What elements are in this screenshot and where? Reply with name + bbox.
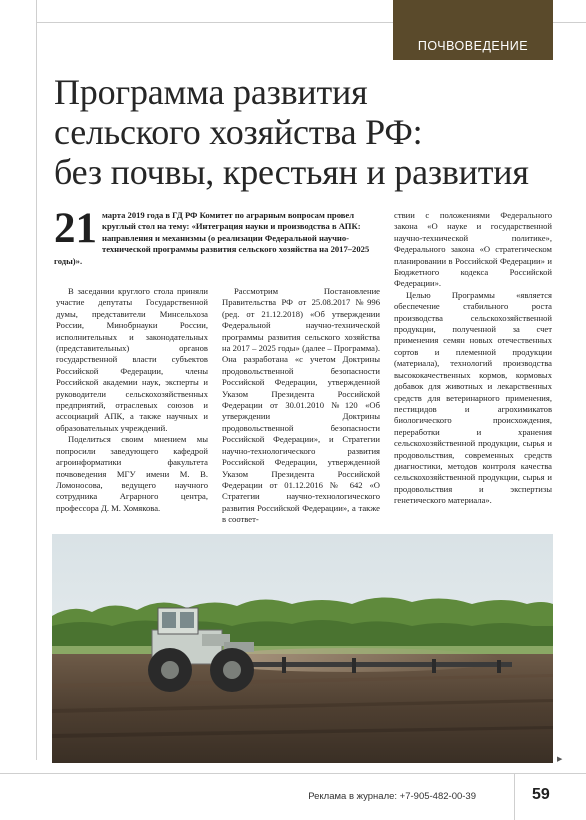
- section-label: ПОЧВОВЕДЕНИЕ: [417, 39, 529, 53]
- paragraph: ствии с положениями Федерального закона «О науке и государственной научно-технической политике», Федерального закона «О стратегическом планировании в Российской Федерации» и Бюджетного кодекса Российской Федерации».: [394, 210, 552, 289]
- text-column-3: [394, 210, 552, 507]
- photo-illustration: [52, 534, 553, 763]
- left-margin-line: [36, 0, 37, 760]
- continue-arrow-icon: ▶: [557, 755, 563, 763]
- title-line-2: сельского хозяйства РФ:: [54, 112, 423, 152]
- article-title: [54, 72, 564, 192]
- page-number: 59: [532, 786, 550, 803]
- paragraph: Целью Программы «является обеспечение стабильного роста производства сельскохозяйственной продукции, полученной за счет применения семян новых отечественных сортов и племенной продукции (материала), технологий производства высококачественных кормов, кормовых добавок для животных и лекарственных средств для ветеринарного применения, пестицидов и агрохимикатов биологического происхождения, переработки и хранения сельскохозяйственной продукции, сырья и продовольствия, современных средств диагностики, методов контроля качества сельскохозяйственной продукции, сырья и продовольствия и экспертизы генетического материала».: [394, 289, 552, 506]
- lead-paragraph: [54, 205, 384, 267]
- section-tab: [393, 0, 553, 60]
- paragraph: Поделиться своим мнением мы попросили заведующего кафедрой агроинформатики факультета почвоведения МГУ имени М. В. Ломоносова, ведущего научного сотрудника Аграрного центра, профессора Д. М. Хомякова.: [56, 434, 208, 513]
- ad-phone-text: Реклама в журнале: +7-905-482-00-39: [308, 791, 476, 802]
- page-footer: [0, 773, 586, 820]
- footer-divider: [514, 773, 515, 820]
- lead-text: марта 2019 года в ГД РФ Комитет по аграрным вопросам провел круглый стол на тему: «Интеграция науки и производства в АПК: направления и механизмы (о реализации Федеральной научно-технической программы развития сельского хозяйства на 2017–2025 годы)».: [54, 210, 370, 266]
- title-line-3: без почвы, крестьян и развития: [54, 152, 529, 192]
- tractor-field-photo: [52, 534, 553, 763]
- paragraph: В заседании круглого стола приняли участие депутаты Государственной думы, представители Минсельхоза России, Минобрнауки России, исполнительных и законодательных (представительных) органов государственной власти субъектов Российской Федерации, члены Российской академии наук, эксперты и руководители сельскохозяйственных предприятий, отраслевых союзов и ассоциаций АПК, а также научных и образовательных учреждений.: [56, 286, 208, 433]
- text-column-2: [222, 286, 380, 526]
- title-line-1: Программа развития: [54, 72, 368, 112]
- text-column-1: [56, 286, 208, 514]
- drop-cap: 21: [54, 205, 97, 252]
- paragraph: Рассмотрим Постановление Правительства РФ от 25.08.2017 №996 (ред. от 21.12.2018) «Об утверждении Федеральной научно-технической программы развития сельского хозяйства на 2017 – 2025 годы» (далее – Программа). Она разработана «с учетом Доктрины продовольственной безопасности Российской Федерации, утвержденной Указом Президента Российской Федерации от 30.01.2010 №120 «Об утверждении Доктрины продовольственной безопасности Российской Федерации», и Стратегии научно-технологического развития Российской Федерации, утвержденной Указом Президента Российской Федерации от 01.12.2016 № 642 «О Стратегии научно-технологического развития Российской Федерации», а также в соответ-: [222, 286, 380, 525]
